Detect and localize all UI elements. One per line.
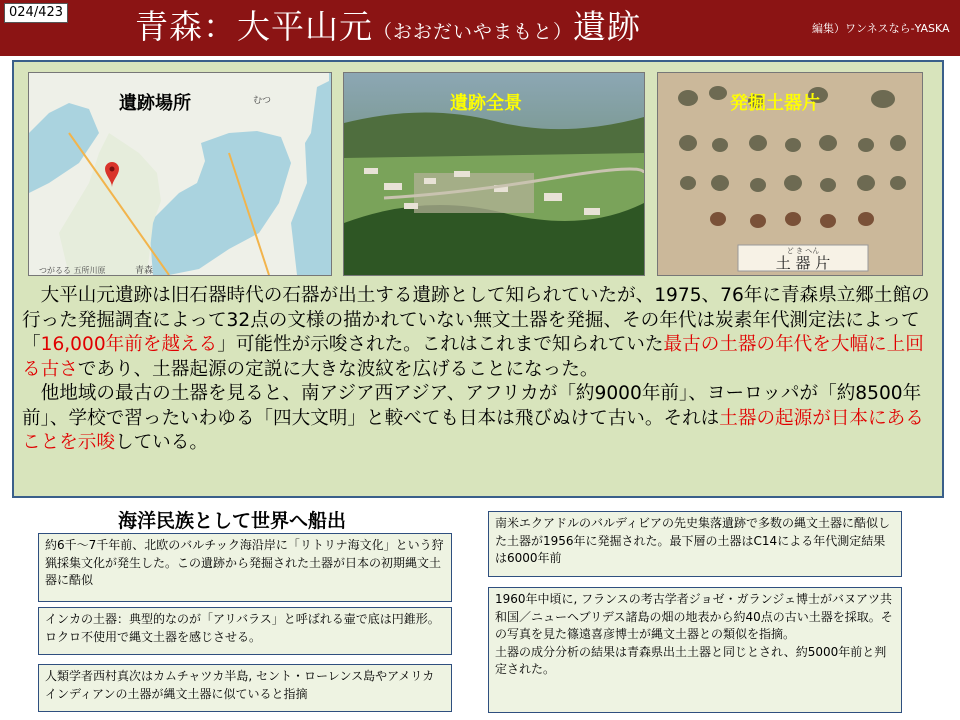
title-suffix: 遺跡 (573, 7, 642, 46)
page-number-badge: 024/423 (4, 3, 68, 23)
aerial-view-photo (343, 72, 645, 276)
svg-text:むつ: むつ (253, 96, 272, 106)
p1-highlight-2: 最古の土器の年代を大幅に上回る古さ (22, 334, 924, 380)
site-location-map (28, 72, 332, 276)
paragraph-2 (22, 382, 938, 456)
editor-credit: 編集）ワンネスなら-YASKA (812, 22, 950, 35)
shards-label: 発掘土器片 (730, 93, 820, 114)
note-baltic: 約6千～7千年前、北欧のバルチック海沿岸に「リトリナ海文化」という狩猟採集文化が発生した。この遺跡から発掘された土器が日本の初期縄文土器に酷似 (38, 533, 452, 602)
svg-text:ど き へん: ど き へん (786, 247, 820, 255)
p1-text-a: 大平山元遺跡は旧石器時代の石器が出土する遺跡として知られていたが、1975、76年に青森県立郷土館の行った発掘調査によって32点の文様の描かれていない無文土器を発掘、その年代は炭素年代測定法によって「 (22, 285, 930, 355)
svg-text:つがるる 五所川原: つがるる 五所川原 (39, 266, 106, 275)
note-nishimura: 人類学者西村真次はカムチャツカ半島, セント・ローレンス島やアメリカインディアンの土器が縄文土器に似ていると指摘 (38, 664, 452, 712)
p2-text-a: 他地域の最古の土器を見ると、南アジア西アジア、アフリカが「約9000年前」、ヨーロッパが「約8500年前」、学校で習ったいわゆる「四大文明」と較べても日本は飛びぬけて古い。それは (22, 383, 922, 429)
svg-text:青森: 青森 (135, 266, 154, 275)
pottery-shards-photo (657, 72, 923, 276)
paragraph-1 (22, 284, 938, 382)
p1-text-b: 」可能性が示唆された。これはこれまで知られていた (217, 334, 664, 355)
svg-text:土 器 片: 土 器 片 (775, 254, 831, 272)
note-vanuatu: 1960年中頃に, フランスの考古学者ジョゼ・ガランジェ博士がバヌアツ共和国／ニューヘブリデス諸島の畑の地表から約40点の古い土器を採取。その写真を見た篠遠喜彦博士が縄文土器との類似を指摘。 土器の成分分析の結果は青森県出土土器と同じとされ、約5000年前と判定された。 (488, 587, 902, 713)
section-heading: 海洋民族として世界へ船出 (118, 510, 347, 532)
note-inca: インカの土器：典型的なのが「アリバラス」と呼ばれる壷で底は円錐形。ロクロ不使用で縄文土器を感じさせる。 (38, 607, 452, 655)
p2-text-b: している。 (114, 432, 208, 453)
map-label: 遺跡場所 (119, 93, 191, 114)
p1-highlight-1: 16,000年前を越える (40, 334, 218, 355)
title-reading: （おおだいやまもと） (373, 21, 574, 43)
p1-text-c: であり、土器起源の定説に大きな波紋を広げることになった。 (77, 358, 599, 380)
p2-highlight: 土器の起源が日本にあることを示唆 (22, 407, 924, 453)
note-valdivia: 南米エクアドルのバルディビアの先史集落遺跡で多数の縄文土器に酷似した土器が1956年に発掘された。最下層の土器はC14による年代測定結果は6000年前 (488, 511, 902, 577)
page-title (135, 4, 641, 55)
aerial-label: 遺跡全景 (450, 93, 522, 114)
title-main: 青森：大平山元 (135, 7, 373, 46)
main-description (22, 284, 938, 456)
title-bar (0, 0, 960, 56)
